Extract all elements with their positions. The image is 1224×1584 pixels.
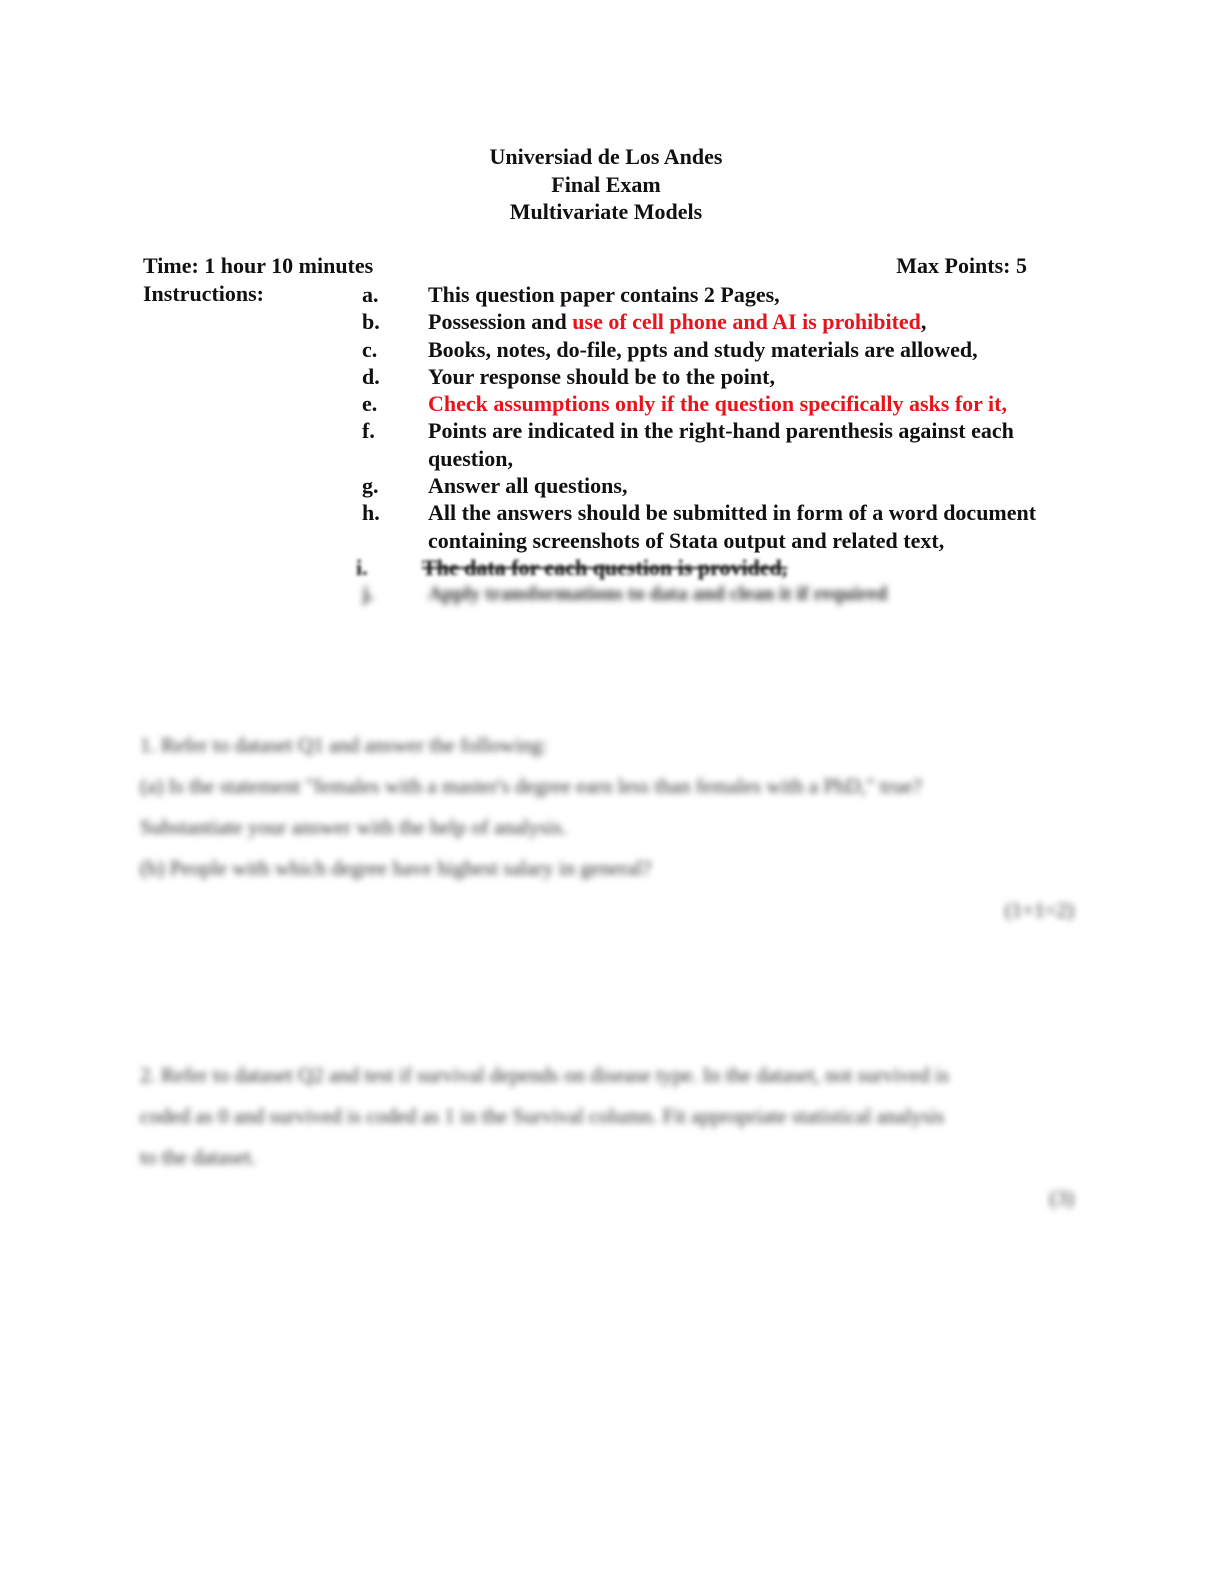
question-2 (140, 1055, 1074, 1178)
instruction-letter: f. (362, 418, 375, 444)
question-2-points: (3) (1049, 1186, 1074, 1210)
instruction-c (362, 336, 1072, 363)
instruction-text: Possession and (428, 309, 573, 335)
instruction-letter: a. (362, 282, 379, 307)
instructions-label: Instructions: (143, 281, 265, 306)
instruction-warning-text: Check assumptions only if the question specifically asks for it, (428, 391, 1007, 417)
instruction-text: Points are indicated in the right-hand parenthesis against each question, (428, 418, 1014, 471)
exam-time: Time: 1 hour 10 minutes (143, 253, 374, 278)
instruction-letter: g. (362, 473, 379, 499)
instruction-j (362, 581, 1072, 608)
question-line: (a) Is the statement "females with a master's degree earn less than females with a PhD," true? (140, 774, 922, 798)
max-points: Max Points: 5 (896, 253, 1027, 278)
instruction-text: Your response should be to the point, (428, 363, 775, 389)
exam-title: Final Exam (551, 171, 661, 197)
instruction-letter: c. (362, 336, 378, 362)
question-1 (140, 725, 1074, 889)
instruction-text: Apply transformations to data and clean it if required (428, 583, 888, 606)
instruction-letter: i. (356, 554, 368, 580)
instruction-text: This question paper contains 2 Pages, (428, 282, 780, 307)
instruction-f (362, 417, 1072, 472)
instruction-g (362, 472, 1072, 499)
instruction-warning-text: use of cell phone and AI is prohibited (572, 309, 921, 335)
question-line: 2. Refer to dataset Q2 and test if survival depends on disease type. In the dataset, not survived is (140, 1063, 949, 1087)
title-block (0, 143, 1212, 226)
instruction-text: Books, notes, do-file, ppts and study materials are allowed, (428, 336, 978, 362)
instruction-b (362, 308, 1072, 335)
question-line: Substantiate your answer with the help of analysis. (140, 815, 567, 839)
instruction-letter: b. (362, 309, 380, 335)
instructions-list (356, 281, 1072, 609)
instruction-text: Answer all questions, (428, 473, 628, 499)
instruction-letter: j. (362, 583, 374, 606)
instruction-letter: d. (362, 363, 380, 389)
question-line: (b) People with which degree have highest salary in general? (140, 856, 652, 880)
instruction-h (362, 499, 1072, 554)
instruction-text-end: , (920, 309, 927, 335)
course-title: Multivariate Models (509, 199, 703, 224)
university-name: Universiad de Los Andes (489, 144, 723, 169)
instruction-e (362, 390, 1072, 417)
meta-row (143, 253, 1027, 281)
question-line: to the dataset. (140, 1145, 257, 1169)
instruction-letter: h. (362, 500, 380, 526)
question-line: coded as 0 and survived is coded as 1 in the Survival column. Fit appropriate statistical analysis (140, 1104, 945, 1128)
instruction-text: The data for each question is provided, (422, 554, 788, 580)
instruction-i (356, 554, 1072, 581)
question-1-points: (1+1=2) (1004, 898, 1074, 922)
instruction-letter: e. (362, 391, 378, 417)
instruction-d (362, 363, 1072, 390)
instruction-a (362, 281, 1072, 308)
instruction-text: All the answers should be submitted in form of a word document containing screenshots of Stata output and related text, (428, 500, 1037, 553)
question-line: 1. Refer to dataset Q1 and answer the following: (140, 733, 548, 757)
